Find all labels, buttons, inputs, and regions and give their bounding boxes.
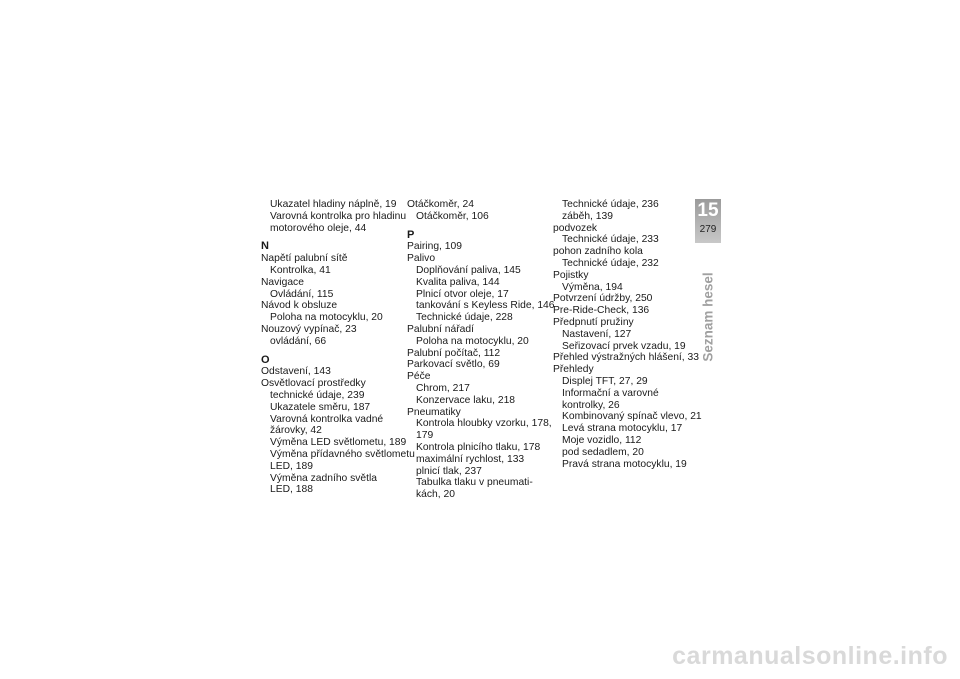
index-subentry: Varovná kontrolka pro hladinu [270, 210, 407, 222]
index-subentry: Otáčkoměr, 106 [416, 210, 489, 222]
chapter-number: 15 [697, 200, 719, 221]
watermark: carmanualsonline.info [672, 642, 948, 670]
section-title: Seznam hesel [700, 272, 716, 362]
index-entry: Nouzový vypínač, 23 [261, 323, 357, 335]
index-entry: Potvrzení údržby, 250 [553, 293, 653, 305]
index-subentry: Levá strana motocyklu, 17 [562, 423, 683, 435]
index-subentry: Technické údaje, 233 [562, 234, 659, 246]
index-subentry: Nastavení, 127 [562, 328, 632, 340]
index-subentry: maximální rychlost, 133 [416, 453, 525, 465]
index-subentry: Pravá strana motocyklu, 19 [562, 458, 687, 470]
index-subentry: Kontrolka, 41 [270, 264, 331, 276]
index-letter-heading: O [261, 353, 270, 366]
index-subentry: Poloha na motocyklu, 20 [270, 312, 383, 324]
index-subentry: LED, 188 [270, 484, 313, 496]
index-subentry: Kontrola hloubky vzorku, 178, [416, 418, 552, 430]
index-subentry: Poloha na motocyklu, 20 [416, 335, 529, 347]
index-entry: Pairing, 109 [407, 241, 462, 253]
index-subentry: Ovládání, 115 [270, 288, 334, 300]
index-subentry: Výměna, 194 [562, 281, 623, 293]
index-entry: Palubní nářadí [407, 323, 474, 335]
index-column-3 [553, 199, 702, 470]
index-subentry: Konzervace laku, 218 [416, 394, 516, 406]
index-entry: Odstavení, 143 [261, 366, 331, 378]
index-entry: Návod k obsluze [261, 300, 338, 312]
index-entry: Navigace [261, 276, 304, 288]
index-subentry: Technické údaje, 236 [562, 199, 659, 210]
index-entry: pohon zadního kola [553, 246, 643, 258]
index-entry: Pojistky [553, 269, 589, 281]
index-entry: Předpnutí pružiny [553, 316, 634, 328]
index-subentry: Moje vozidlo, 112 [562, 434, 642, 446]
index-subentry: Tabulka tlaku v pneumati- [416, 477, 533, 489]
index-entry: Přehled výstražných hlášení, 33 [553, 352, 699, 364]
index-subentry: Kvalita paliva, 144 [416, 276, 500, 288]
index-entry: Palubní počítač, 112 [407, 347, 501, 359]
index-column-2 [407, 199, 555, 501]
index-entry: Pre-Ride-Check, 136 [553, 305, 650, 317]
index-subentry: Plnicí otvor oleje, 17 [416, 288, 509, 300]
index-entry: Parkovací světlo, 69 [407, 359, 500, 371]
index-subentry: Varovná kontrolka vadné [270, 413, 384, 425]
index-subentry: Kombinovaný spínač vlevo, 21 [562, 411, 702, 423]
index-subentry: pod sedadlem, 20 [562, 446, 644, 458]
index-entry: podvozek [553, 222, 598, 234]
index-subentry: Technické údaje, 228 [416, 312, 513, 324]
index-subentry: plnicí tlak, 237 [416, 465, 482, 477]
index-entry: Pneumatiky [407, 406, 461, 418]
index-subentry: žárovky, 42 [270, 425, 322, 437]
index-subentry: Kontrola plnicího tlaku, 178 [416, 441, 541, 453]
index-subentry: Výměna LED světlometu, 189 [270, 437, 407, 449]
index-subentry: motorového oleje, 44 [270, 222, 367, 234]
index-subentry: Doplňování paliva, 145 [416, 264, 521, 276]
index-column-1 [261, 199, 415, 496]
index-entry: Osvětlovací prostředky [261, 378, 366, 390]
index-subentry: LED, 189 [270, 460, 313, 472]
index-subentry: záběh, 139 [562, 210, 613, 222]
index-letter-heading: P [407, 228, 415, 241]
index-letter-heading: N [261, 240, 269, 253]
index-subentry: Technické údaje, 232 [562, 257, 659, 269]
index-entry: Napětí palubní sítě [261, 253, 348, 265]
index-subentry: Displej TFT, 27, 29 [562, 375, 648, 387]
index-subentry: technické údaje, 239 [270, 389, 365, 401]
index-entry: Otáčkoměr, 24 [407, 199, 474, 210]
index-subentry: Informační a varovné [562, 387, 659, 399]
index-subentry: Ukazatele směru, 187 [270, 401, 371, 413]
index-subentry: ovládání, 66 [270, 335, 327, 347]
index-entry: Péče [407, 371, 431, 383]
index-entry: Přehledy [553, 364, 594, 376]
page-number: 279 [699, 224, 717, 235]
index-subentry: Výměna přídavného světlometu [270, 448, 415, 460]
index-subentry: Chrom, 217 [416, 382, 470, 394]
index-subentry: tankování s Keyless Ride, 146 [416, 300, 555, 312]
index-subentry: 179 [416, 430, 434, 442]
index-entry: Palivo [407, 253, 436, 265]
index-subentry: Ukazatel hladiny náplně, 19 [270, 199, 397, 210]
chapter-tab [695, 199, 721, 243]
index-subentry: Seřizovací prvek vzadu, 19 [562, 340, 686, 352]
index-subentry: Výměna zadního světla [270, 472, 378, 484]
index-subentry: kách, 20 [416, 489, 455, 501]
index-subentry: kontrolky, 26 [562, 399, 620, 411]
